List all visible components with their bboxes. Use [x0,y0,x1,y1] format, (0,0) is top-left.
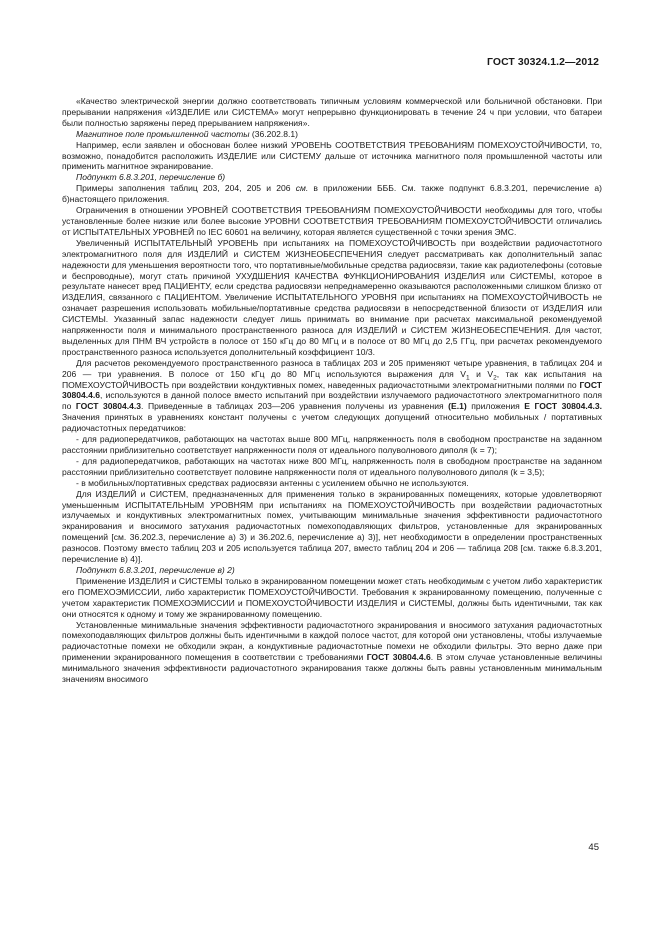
subscript: 2 [493,374,497,382]
text-run: Увеличенный ИСПЫТАТЕЛЬНЫЙ УРОВЕНЬ при испытаниях на ПОМЕХОУСТОЙЧИВОСТЬ при воздействии радиочастотного электромагнитного поля для ИЗДЕЛИЙ и СИСТЕМ ЖИЗНЕОБЕСПЕЧЕНИЯ следует рассматривать как дополнительный запас надежности для уменьшения вероятности того, что портативные/мобильные средства радиосвязи, такие как радиотелефоны (сотовые и беспроводные), могут стать причиной УХУДШЕНИЯ КАЧЕСТВА ФУНКЦИОНИРОВАНИЯ ИЗДЕЛИЯ или СИСТЕМЫ, которое в результате нанесет вред ПАЦИЕНТУ, если средства радиосвязи непреднамеренно оказываются расположенными слишком близко от ИЗДЕЛИЯ, связанного с ПАЦИЕНТОМ. Увеличение ИСПЫТАТЕЛЬНОГО УРОВНЯ при испытаниях на ПОМЕХОУСТОЙЧИВОСТЬ не означает разрешения использовать мобильные/портативные средства радиосвязи в непосредственной близости от ИЗДЕЛИЯ или СИСТЕМЫ. Указанный запас надежности следует лишь принимать во внимание при расчетах максимальной рекомендуемой напряженности поля и минимального пространственного разноса для ИЗДЕЛИЙ и СИСТЕМ ЖИЗНЕОБЕСПЕЧЕНИЯ. Для частот, выделенных для ПНМ ВЧ устройств в полосе от 150 кГц до 80 МГц и в полосе от 80 МГц до 2,5 ГГц, при расчетах рекомендуемого пространственного разноса используется дополнительный коэффициент 10/3. [62,237,602,357]
text-run: в приложении БББ. См. также подпункт 6.8.3.201, перечисление а) б)настоящего приложения. [62,183,602,205]
paragraph [62,183,602,205]
text-run: , используются в данной полосе вместо испытаний при воздействии излучаемого радиочастотного электромагнитного поля по [62,390,602,412]
text-run: - в мобильных/портативных средствах радиосвязи антенны с усилением обычно не используются. [76,477,469,488]
paragraph [62,456,602,478]
text-run: - для радиопередатчиков, работающих на частотах ниже 800 МГц, напряженность поля в свободном пространстве на заданном расстоянии приблизительно соответствует половине напряженности поля от идеального полуволнового диполя (k = 3,5); [62,455,602,477]
paragraph [62,96,602,129]
standard-reference: Е ГОСТ 30804.4.3. [524,401,602,412]
paragraph [62,205,602,238]
text-run: Ограничения в отношении УРОВНЕЙ СООТВЕТСТВИЯ ТРЕБОВАНИЯМ ПОМЕХОУСТОЙЧИВОСТИ необходимы для того, чтобы установленные более низкие или более высокие УРОВНИ СООТВЕТСТВИЯ ТРЕБОВАНИЯМ ПОМЕХОУСТОЙЧИВОСТИ отличались от ИСПЫТАТЕЛЬНЫХ УРОВНЕЙ по IEC 60601 на величину, которая является существенной с точки зрения ЭМС. [62,205,602,237]
text-run: см. [295,183,309,194]
text-run: Для ИЗДЕЛИЙ и СИСТЕМ, предназначенных для применения только в экранированных помещениях, которые удовлетворяют уменьшенным ИСПЫТАТЕЛЬНЫМ УРОВНЯМ при испытаниях на ПОМЕХОУСТОЙЧИВОСТЬ при воздействии радиочастотных излучаемых и кондуктивных электромагнитных помех, учитывающим минимальные значения эффективности радиочастотного экранирования и вносимого затухания радиочастотных помехоподавляющих фильтров, установленные для экранированных помещений [см. 36.202.3, перечисление а) 3) и 36.202.6, перечисление а) 3)], нет необходимости в определении пространственных разносов. Поэтому вместо таблиц 203 и 205 используется таблица 207, вместо таблиц 204 и 206 — таблица 208 [см. также 6.8.3.201, перечисление в) 4)]. [62,488,602,565]
paragraph [62,358,602,434]
paragraph [62,238,602,358]
paragraph [62,434,602,456]
text-run: Значения принятых в уравнениях констант получены с учетом следующих допущений относительно мобильных / портативных радиочастотных передатчиков: [62,412,602,434]
text-run: (36.202.8.1) [249,128,298,139]
text-run: Установленные минимальные значения эффективности радиочастотного экранирования и вносимого затухания радиочастотных помехоподавляющих фильтров должны быть идентичными в каждой полосе частот, для которой они установлены, чтобы излучаемые радиочастотные помехи не обходили экран, а кондуктивные радиочастотные помехи не обходили фильтры. Это верно даже при применении экранированного помещения в соответствии с требованиями [62,619,602,663]
text-run: - для радиопередатчиков, работающих на частотах выше 800 МГц, напряженность поля в свободном пространстве на заданном расстоянии приблизительно соответствует напряженности поля от идеального полуволнового диполя (k = 7); [62,434,602,455]
text-run: , так как испытания на ПОМЕХОУСТОЙЧИВОСТЬ при воздействии кондуктивных помех, наведенных радиочастотными электромагнитными полями по [62,368,603,390]
paragraph [62,620,602,685]
text-run: приложения [466,401,525,412]
text-run: Примеры заполнения таблиц 203, 204, 205 и 206 [76,183,296,194]
text-run: Подпункт 6.8.3.201, перечисление в) 2) [76,564,235,575]
text-run: Применение ИЗДЕЛИЯ и СИСТЕМЫ только в экранированном помещении может стать необходимым с учетом либо характеристик его ПОМЕХОЭМИССИИ, либо характеристик ПОМЕХОУСТОЙЧИВОСТИ. Требования к экранированному помещению, полученные с учетом характеристик ПОМЕХОЭМИССИИ и ПОМЕХОУСТОЙЧИВОСТИ ИЗДЕЛИЯ и СИСТЕМЫ, должны быть идентичными, так как они относятся к одному и тому же экранированному помещению. [62,575,602,619]
text-run: Например, если заявлен и обоснован более низкий УРОВЕНЬ СООТВЕТСТВИЯ ТРЕБОВАНИЯМ ПОМЕХОУСТОЙЧИВОСТИ, то, возможно, понадобится расположить ИЗДЕЛИЕ или СИСТЕМУ дальше от источника магнитного поля промышленной частоты или применить магнитное экранирование. [62,139,602,172]
standard-reference: (Е.1) [448,401,467,412]
paragraph [62,140,602,173]
standard-reference: ГОСТ 30804.4.6 [62,379,602,401]
standard-reference: ГОСТ 30804.4.6 [366,652,431,663]
section-reference [62,172,602,183]
text-run: . Приведенные в таблицах 203—206 уравнения получены из уравнения [141,401,449,412]
subscript: 1 [465,374,470,382]
text-run: и V [469,368,494,379]
section-reference [62,129,602,140]
text-run: «Качество электрической энергии должно соответствовать типичным условиям коммерческой или больничной обстановки. При прерывании напряжения «ИЗДЕЛИЕ или СИСТЕМА» могут непрерывно функционировать в течение 24 ч при условии, что батареи были полностью заряжены перед прерыванием напряжения». [62,96,602,128]
paragraph [62,576,602,620]
paragraph [62,478,602,489]
text-run: Для расчетов рекомендуемого пространственного разноса в таблицах 203 и 205 применяют четыре уравнения, в таблицах 204 и 206 — три уравнения. В полосе от 150 кГц до 80 МГц используются выражения для V [62,357,602,379]
text-run: . В этом случае установленные величины минимального значения эффективности радиочастотного экранирования также должны быть равны установленным минимальным значениям вносимого [62,652,602,685]
text-run: Магнитное поле промышленной частоты [76,128,250,139]
standard-reference: ГОСТ 30804.4.3 [75,401,142,412]
text-run: Подпункт 6.8.3.201, перечисление б) [76,172,226,183]
body-text [62,96,602,685]
paragraph [62,489,602,565]
page-number: 45 [588,842,599,853]
section-reference [62,565,602,576]
standard-designation: ГОСТ 30324.1.2—2012 [487,57,599,68]
